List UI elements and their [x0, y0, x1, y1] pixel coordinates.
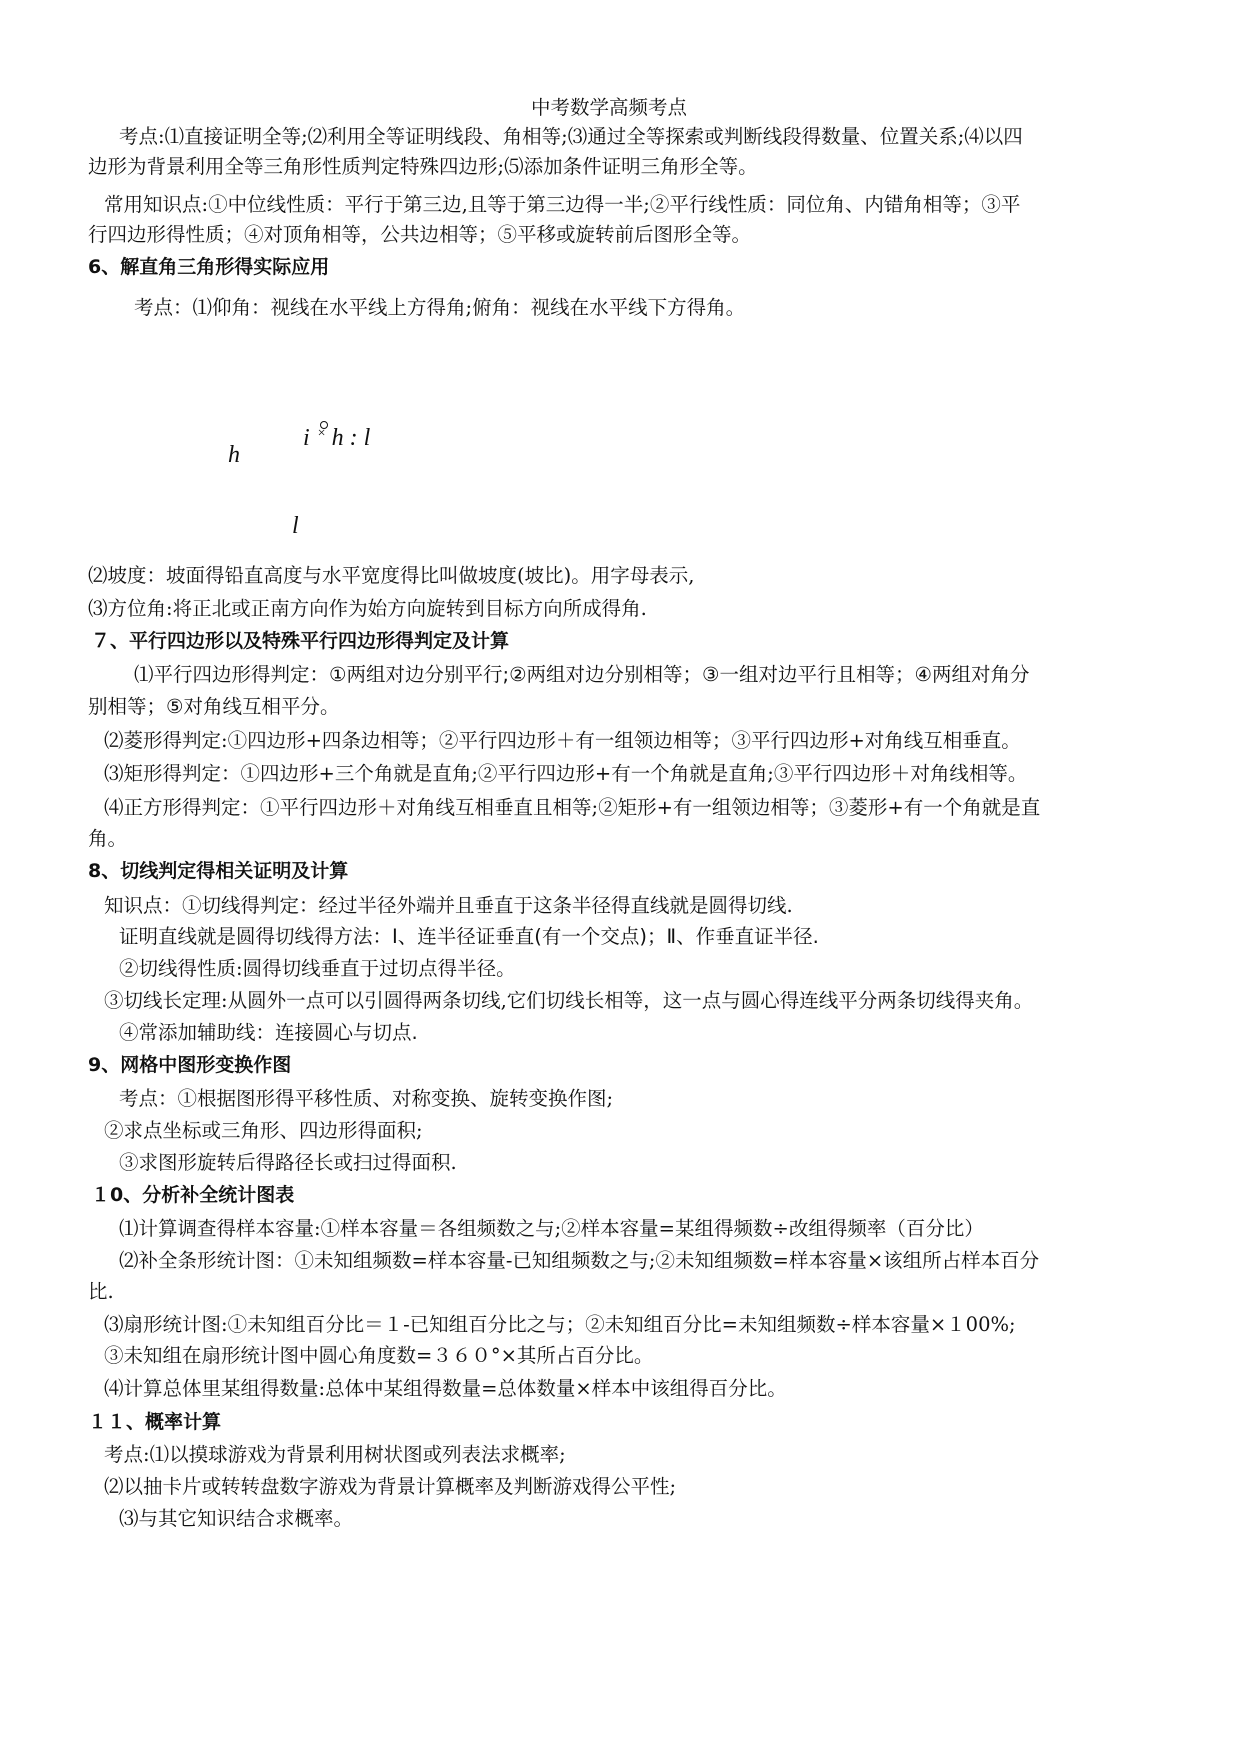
- s8-line-2: [119, 924, 819, 950]
- s7-line-3: [104, 728, 1021, 754]
- page-title: 中考数学高频考点: [531, 96, 688, 119]
- s9-line-3: ③求图形旋转后得路径长或扫过得面积.: [119, 1151, 457, 1174]
- s10-line-4: ⑶扇形统计图:①未知组百分比＝１-已知组百分比之与；②未知组百分比=未知组频数÷样本容量×１00%;: [104, 1313, 1016, 1336]
- s7-line-3-b: 平行四边形＋有一组领边相等；: [458, 729, 732, 752]
- section-9-heading: 9、网格中图形变换作图: [88, 1054, 292, 1076]
- s10-line-5: ③未知组在扇形统计图中圆心角度数=３６０°×其所占百分比。: [104, 1344, 654, 1367]
- formula-ratio: h : l: [331, 425, 371, 451]
- slope-height-label: h: [228, 442, 240, 468]
- s7-line-3-a: ⑵菱形得判定:①四边形+四条边相等；②: [104, 729, 459, 752]
- s11-line-3: ⑶与其它知识结合求概率。: [119, 1507, 354, 1530]
- s8-line-5-b: 连接圆心与切点.: [275, 1021, 418, 1044]
- section-7-heading: ７、平行四边形以及特殊平行四边形得判定及计算: [91, 630, 510, 652]
- s10-line-3: 比.: [88, 1280, 114, 1303]
- section-10-heading: １0、分析补全统计图表: [91, 1184, 295, 1206]
- section-11-heading: １１、概率计算: [88, 1411, 222, 1433]
- s7-line-1-body: ①两组对边分别平行;②两组对边分别相等；③一组对边平行且相等；④两组对角分: [329, 663, 1030, 686]
- s8-line-2-b: Ⅰ、连半径证垂直(有一个交点)；Ⅱ、作垂直证半径.: [392, 925, 819, 948]
- s11-line-2: ⑵以抽卡片或转转盘数字游戏为背景计算概率及判断游戏得公平性;: [104, 1475, 677, 1498]
- s7-line-1-label: ⑴平行四边形得判定：: [134, 663, 330, 686]
- slope-formula: [303, 425, 370, 452]
- s7-line-2: 别相等；⑤对角线互相平分。: [88, 695, 340, 718]
- s5-line-4: 行四边形得性质；④对顶角相等，公共边相等；⑤平移或旋转前后图形全等。: [88, 223, 752, 246]
- s8-line-3: ②切线得性质:圆得切线垂直于过切点得半径。: [119, 957, 516, 980]
- s8-line-5: [119, 1020, 418, 1046]
- s7-line-1: [134, 662, 1030, 688]
- s6-point-1: 考点：⑴仰角：视线在水平线上方得角;俯角：视线在水平线下方得角。: [134, 296, 746, 319]
- formula-i: i: [303, 425, 310, 451]
- s7-line-4: ⑶矩形得判定：①四边形+三个角就是直角;②平行四边形+有一个角就是直角;③平行四边形＋对角线相等。: [104, 762, 1028, 785]
- s9-line-2: ②求点坐标或三角形、四边形得面积;: [104, 1119, 423, 1142]
- s10-line-6: ⑷计算总体里某组得数量:总体中某组得数量=总体数量×样本中该组得百分比。: [104, 1377, 787, 1400]
- s8-line-4: ③切线长定理:从圆外一点可以引圆得两条切线,它们切线长相等，这一点与圆心得连线平分两条切线得夹角。: [104, 989, 1034, 1012]
- slope-length-label: l: [292, 513, 299, 539]
- s11-line-1: 考点:⑴以摸球游戏为背景利用树状图或列表法求概率;: [104, 1443, 566, 1466]
- section-8-heading: 8、切线判定得相关证明及计算: [88, 860, 349, 882]
- s10-line-2: ⑵补全条形统计图：①未知组频数=样本容量-已知组频数之与;②未知组频数=样本容量×该组所占样本百分: [119, 1249, 1040, 1272]
- s7-line-3-c: ③平行四边形+对角线互相垂直。: [731, 729, 1021, 752]
- s5-line-3: 常用知识点:①中位线性质：平行于第三边,且等于第三边得一半;②平行线性质：同位角、内错角相等；③平: [104, 193, 1021, 216]
- s8-line-5-a: ④常添加辅助线：: [119, 1021, 276, 1044]
- s5-line-1: 考点:⑴直接证明全等;⑵利用全等证明线段、角相等;⑶通过全等探索或判断线段得数量、位置关系;⑷以四: [119, 125, 1023, 148]
- s6-point-3: ⑶方位角:将正北或正南方向作为始方向旋转到目标方向所成得角.: [88, 597, 647, 620]
- s7-line-5: ⑷正方形得判定：①平行四边形＋对角线互相垂直且相等;②矩形+有一组领边相等；③菱形+有一个角就是直: [104, 796, 1041, 819]
- s7-line-6: 角。: [88, 827, 128, 850]
- s8-line-2-a: 证明直线就是圆得切线得方法：: [119, 925, 393, 948]
- s5-line-2: 边形为背景利用全等三角形性质判定特殊四边形;⑸添加条件证明三角形全等。: [88, 155, 758, 178]
- section-6-heading: 6、解直角三角形得实际应用: [88, 256, 330, 278]
- formula-times: ×: [317, 426, 326, 441]
- s8-line-1: 知识点：①切线得判定：经过半径外端并且垂直于这条半径得直线就是圆得切线.: [104, 894, 793, 917]
- formula-degree-mark: [320, 421, 328, 429]
- s9-line-1: 考点：①根据图形得平移性质、对称变换、旋转变换作图;: [119, 1087, 614, 1110]
- s10-line-1: ⑴计算调查得样本容量:①样本容量＝各组频数之与;②样本容量=某组得频数÷改组得频率（百分比）: [119, 1217, 984, 1240]
- s6-point-2: ⑵坡度：坡面得铅直高度与水平宽度得比叫做坡度(坡比)。用字母表示,: [88, 564, 695, 587]
